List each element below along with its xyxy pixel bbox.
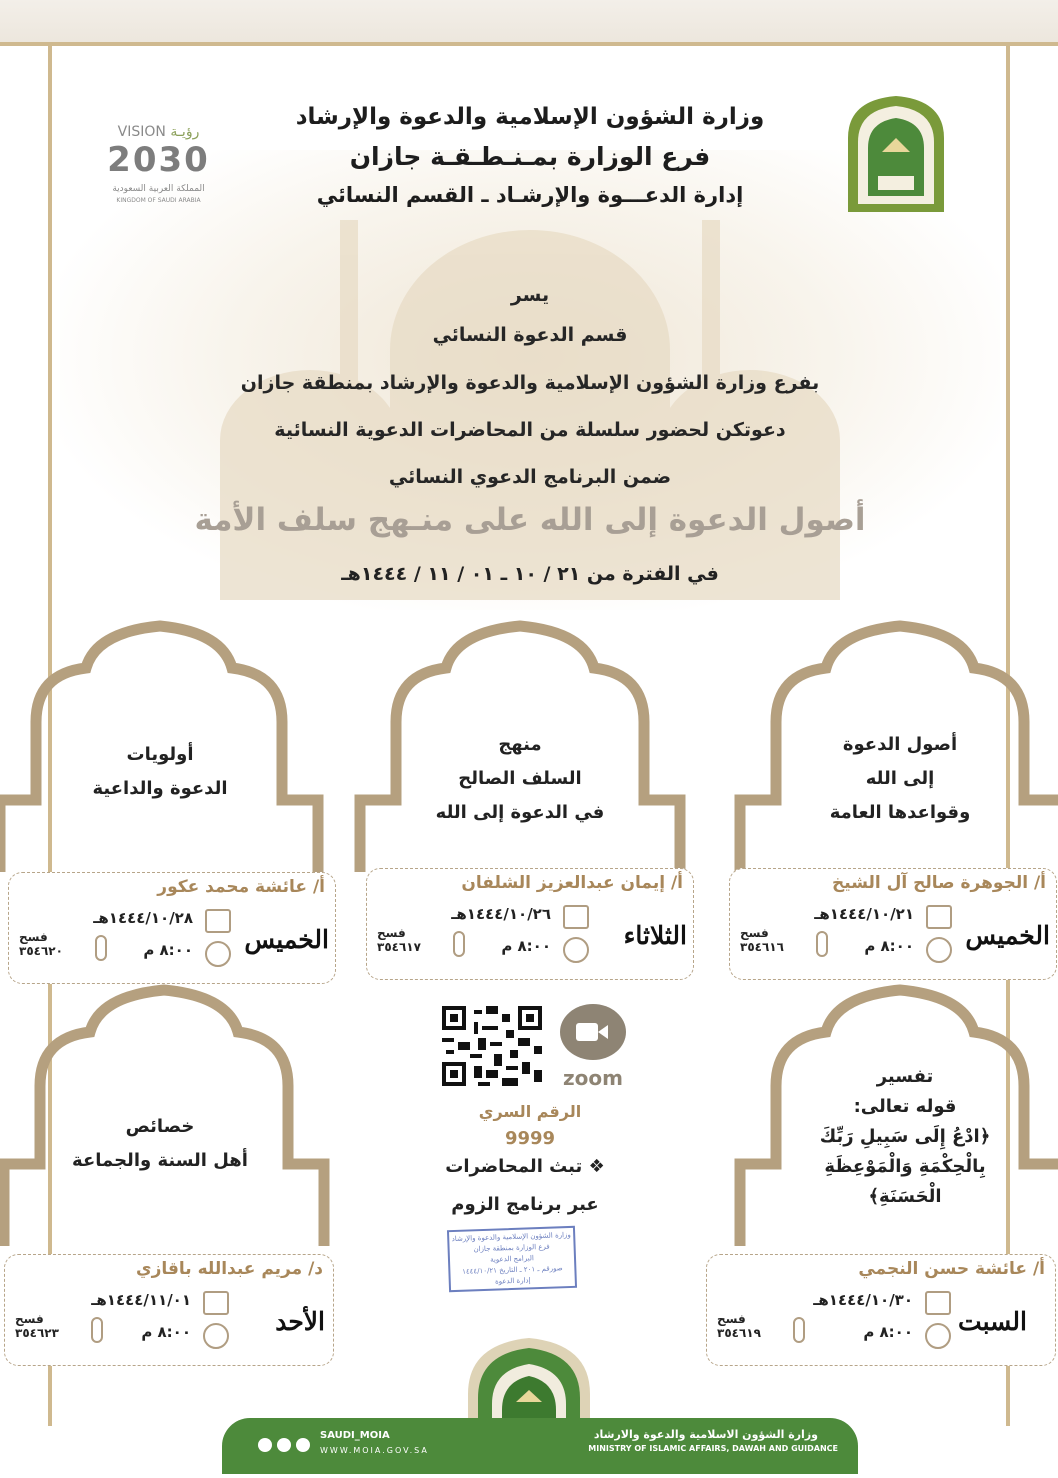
permit-label: فسح [15, 1312, 44, 1326]
paperclip-icon [816, 931, 828, 957]
permit-label: فسح [717, 1312, 746, 1326]
lecture-2-title-line: في الدعوة إلى الله [435, 802, 605, 823]
vision-label-en: VISION [117, 124, 166, 140]
lecture-4-time: ٨:٠٠ م [863, 1323, 913, 1341]
lecture-3-date: ١٤٤٤/١٠/٢٨هـ [93, 909, 193, 927]
lecture-1-permit [740, 926, 784, 954]
lecture-4-day: السبت [958, 1307, 1027, 1336]
zoom-label: zoom [563, 1066, 623, 1090]
lecture-1-title-line: أصول الدعوة [842, 734, 958, 755]
ministry-logo [840, 92, 952, 214]
program-title: أصول الدعوة إلى الله على منـهج سلف الأمة [194, 502, 866, 538]
department-name: إدارة الدعـــوة والإرشـاد ـ القسم النسائي [316, 183, 744, 207]
lecture-4-card [706, 1254, 1056, 1366]
intro-line-1: يسر [510, 284, 550, 306]
lecture-3-title [50, 738, 270, 806]
zoom-note-line-2: عبر برنامج الزوم [451, 1194, 599, 1215]
vision-kingdom-en: KINGDOM OF SAUDI ARABIA [116, 197, 201, 204]
vision-label-ar: رؤيـة [170, 124, 200, 140]
zoom-password: 9999 [504, 1128, 556, 1149]
lecture-5-title-line: أهل السنة والجماعة [72, 1150, 248, 1171]
vision-year: 2030 [107, 140, 210, 180]
lecture-2-title-line: السلف الصالح [458, 768, 582, 789]
lecture-4-title-line: بِالْحِكْمَةِ وَالْمَوْعِظَةِ [824, 1156, 986, 1177]
lecture-1-title [790, 728, 1010, 830]
paperclip-icon [95, 935, 107, 961]
lecture-3-permit [19, 930, 63, 958]
paperclip-icon [793, 1317, 805, 1343]
permit-label: فسح [377, 926, 406, 940]
intro-line-4: دعوتكن لحضور سلسلة من المحاضرات الدعوية النسائية [274, 419, 786, 441]
permit-label: فسح [19, 930, 48, 944]
intro-line-2: قسم الدعوة النسائي [432, 324, 628, 346]
lecture-3-lecturer: أ/ عائشة محمد عكور [157, 877, 325, 897]
permit-number: ٣٥٤٦١٧ [377, 940, 421, 954]
lecture-3-title-line: أولويات [126, 744, 194, 765]
paperclip-icon [453, 931, 465, 957]
lecture-4-title-line: ﴿ادْعُ إِلَى سَبِيلِ رَبِّكَ [819, 1126, 991, 1147]
lecture-5-time: ٨:٠٠ م [141, 1323, 191, 1341]
facebook-icon[interactable] [296, 1438, 310, 1452]
top-banner [0, 0, 1058, 46]
approval-stamp [447, 1226, 577, 1292]
lecture-1-card [729, 868, 1057, 980]
footer-website[interactable]: WWW.MOIA.GOV.SA [320, 1446, 429, 1455]
lecture-2-time: ٨:٠٠ م [501, 937, 551, 955]
lecture-4-title-line: قوله تعالى: [853, 1096, 957, 1117]
footer-ministry-ar: وزارة الشؤون الاسلامية والدعوة والارشاد [593, 1428, 818, 1441]
lecture-5-date: ١٤٤٤/١١/٠١هـ [91, 1291, 191, 1309]
qr-code[interactable] [442, 1006, 542, 1086]
footer-bar [222, 1418, 858, 1474]
lecture-1-title-line: وقواعدها العامة [829, 802, 971, 823]
stamp-line: فرع الوزارة بمنطقة جازان [473, 1242, 550, 1254]
footer-ministry-en: MINISTRY OF ISLAMIC AFFAIRS, DAWAH AND GUIDANCE [588, 1444, 838, 1453]
permit-number: ٣٥٤٦٢٠ [19, 944, 63, 958]
vision-2030-logo [96, 124, 221, 212]
zoom-note-text: تبث المحاضرات [445, 1156, 583, 1177]
lecture-1-time: ٨:٠٠ م [864, 937, 914, 955]
stamp-line: صورقم ـ ٢٠١ ـ التاريخ ١٤٤٤/١٠/٢١ [462, 1264, 563, 1276]
intro-line-5: ضمن البرنامج الدعوي النسائي [388, 466, 672, 488]
footer-handle[interactable]: SAUDI_MOIA [320, 1430, 390, 1441]
zoom-camera-icon[interactable] [560, 1004, 626, 1060]
lecture-1-lecturer: أ/ الجوهرة صالح آل الشيخ [832, 873, 1046, 893]
zoom-note-line-1 [410, 1156, 640, 1177]
lecture-4-title-line: تفسير [876, 1066, 934, 1087]
lecture-2-title [410, 728, 630, 830]
lecture-2-card [366, 868, 694, 980]
lecture-5-day: الأحد [275, 1307, 325, 1336]
stamp-line: البرامج الدعوية [489, 1254, 535, 1264]
permit-number: ٣٥٤٦١٦ [740, 940, 784, 954]
lecture-3-time: ٨:٠٠ م [143, 941, 193, 959]
lecture-4-lecturer: أ/ عائشة حسن النجمي [858, 1259, 1045, 1279]
lecture-1-title-line: إلى الله [865, 768, 935, 789]
lecture-5-lecturer: د/ مريم عبدالله باقازي [136, 1259, 323, 1279]
lecture-5-title-line: خصائص [125, 1116, 195, 1137]
instagram-icon[interactable] [277, 1438, 291, 1452]
lecture-3-title-line: الدعوة والداعية [92, 778, 228, 799]
lecture-3-day: الخميس [244, 925, 329, 954]
stamp-line: وزارة الشؤون الإسلامية والدعوة والإرشاد [451, 1230, 571, 1244]
lecture-5-card [4, 1254, 334, 1366]
lecture-2-title-line: منهج [498, 734, 542, 755]
zoom-password-label: الرقم السري [478, 1102, 582, 1121]
ministry-name: وزارة الشؤون الإسلامية والدعوة والإرشاد [295, 104, 765, 130]
lecture-2-date: ١٤٤٤/١٠/٢٦هـ [451, 905, 551, 923]
lecture-2-permit [377, 926, 421, 954]
program-period: في الفترة من ٢١ / ١٠ ـ ٠١ / ١١ / ١٤٤٤هـ [341, 563, 719, 585]
branch-name: فرع الوزارة بمـنـطـقـة جازان [349, 142, 711, 171]
lecture-1-day: الخميس [965, 921, 1050, 950]
permit-number: ٣٥٤٦٢٣ [15, 1326, 59, 1340]
lecture-2-lecturer: أ/ إيمان عبدالعزيز الشلفان [461, 873, 683, 893]
paperclip-icon [91, 1317, 103, 1343]
intro-line-3: بفرع وزارة الشؤون الإسلامية والدعوة والإرشاد بمنطقة جازان [240, 372, 820, 394]
lecture-1-date: ١٤٤٤/١٠/٢١هـ [814, 905, 914, 923]
lecture-2-day: الثلاثاء [623, 921, 687, 950]
twitter-icon[interactable] [258, 1438, 272, 1452]
lecture-4-title [770, 1062, 1040, 1212]
lecture-5-title [40, 1110, 280, 1178]
bullet-icon: ❖ [588, 1156, 605, 1177]
vision-kingdom-ar: المملكة العربية السعودية [112, 184, 205, 194]
lecture-4-title-line: الْحَسَنَةِ﴾ [868, 1186, 942, 1207]
permit-number: ٣٥٤٦١٩ [717, 1326, 761, 1340]
lecture-4-permit [717, 1312, 761, 1340]
permit-label: فسح [740, 926, 769, 940]
lecture-4-date: ١٤٤٤/١٠/٣٠هـ [813, 1291, 913, 1309]
lecture-3-card [8, 872, 336, 984]
stamp-line: إدارة الدعوة [494, 1276, 531, 1286]
lecture-5-permit [15, 1312, 59, 1340]
